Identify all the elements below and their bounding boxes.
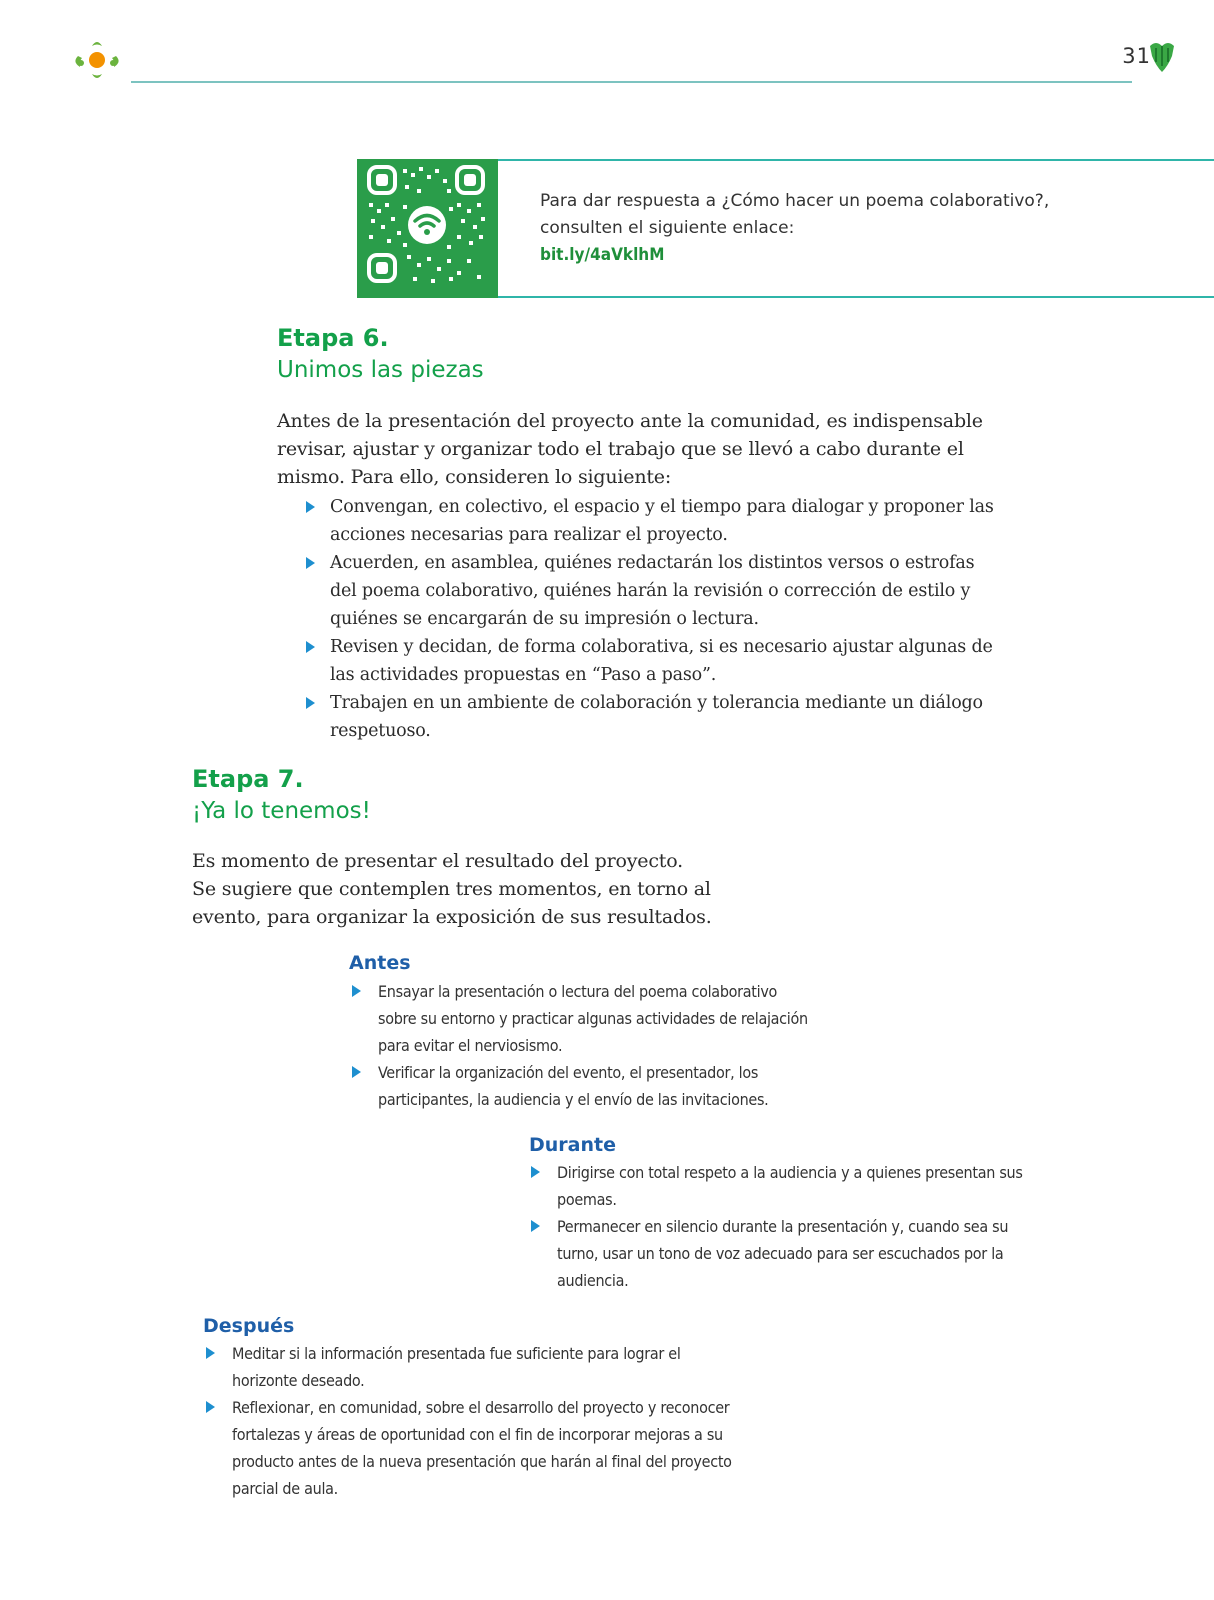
antes-title: Antes (349, 952, 411, 974)
bullet-arrow-icon (531, 1166, 540, 1178)
stage6-subtitle: Unimos las piezas (277, 357, 484, 383)
despues-list (232, 1340, 732, 1502)
wifi-icon (408, 206, 446, 244)
stage7-intro: Es momento de presentar el resultado del proyecto. Se sugiere que contemplen tres momentos, en torno al evento, para organizar la exposición de sus resultados. (192, 850, 712, 928)
stage6-heading (277, 322, 484, 386)
durante-list (557, 1159, 1042, 1294)
bullet-arrow-icon (206, 1401, 215, 1413)
stage6-title: Etapa 6. (277, 324, 389, 352)
list-item: Ensayar la presentación o lectura del poema colaborativo sobre su entorno y practicar algunas actividades de relajación para evitar el nerviosismo. (378, 978, 818, 1059)
project-logo-icon (72, 36, 122, 84)
bullet-arrow-icon (306, 697, 315, 709)
stage7-subtitle: ¡Ya lo tenemos! (192, 798, 371, 824)
qr-link[interactable]: bit.ly/4aVklhM (540, 245, 665, 265)
bullet-arrow-icon (306, 501, 315, 513)
bullet-arrow-icon (531, 1220, 540, 1232)
qr-text-line1: Para dar respuesta a ¿Cómo hacer un poema colaborativo?, (540, 191, 1050, 211)
stage7-title: Etapa 7. (192, 765, 304, 793)
bullet-arrow-icon (352, 985, 361, 997)
list-item: Dirigirse con total respeto a la audiencia y a quienes presentan sus poemas. (557, 1159, 1042, 1213)
list-item: Meditar si la información presentada fue suficiente para lograr el horizonte deseado. (232, 1340, 732, 1394)
stage6-intro: Antes de la presentación del proyecto ante la comunidad, es indispensable revisar, ajustar y organizar todo el trabajo que se llevó a cabo durante el mismo. Para ello, consideren lo siguiente: (277, 410, 983, 488)
qr-description (540, 188, 1120, 269)
list-item: Verificar la organización del evento, el presentador, los participantes, la audiencia y el envío de las invitaciones. (378, 1059, 818, 1113)
bullet-arrow-icon (306, 641, 315, 653)
corner-leaf-icon (1146, 40, 1178, 74)
bullet-arrow-icon (206, 1347, 215, 1359)
list-item: Revisen y decidan, de forma colaborativa, si es necesario ajustar algunas de las actividades propuestas en “Paso a paso”. (330, 633, 1000, 689)
antes-list (378, 978, 818, 1113)
page-number: 31 (1122, 44, 1151, 68)
list-item: Reflexionar, en comunidad, sobre el desarrollo del proyecto y reconocer fortalezas y áreas de oportunidad con el fin de incorporar mejoras a su producto antes de la nueva presentación que harán al final del proyecto parcial de aula. (232, 1394, 732, 1502)
despues-title: Después (203, 1315, 295, 1337)
list-item: Convengan, en colectivo, el espacio y el tiempo para dialogar y proponer las acciones necesarias para realizar el proyecto. (330, 493, 1000, 549)
qr-text-line2: consulten el siguiente enlace: (540, 218, 795, 238)
qr-code-icon[interactable] (357, 159, 498, 298)
bullet-arrow-icon (352, 1066, 361, 1078)
durante-title: Durante (529, 1134, 616, 1156)
list-item: Acuerden, en asamblea, quiénes redactarán los distintos versos o estrofas del poema colaborativo, quiénes harán la revisión o corrección de estilo y quiénes se encargarán de su impresión o lectura. (330, 549, 1000, 633)
stage6-list (330, 493, 1000, 745)
bullet-arrow-icon (306, 557, 315, 569)
stage7-heading (192, 763, 371, 827)
list-item: Trabajen en un ambiente de colaboración y tolerancia mediante un diálogo respetuoso. (330, 689, 1000, 745)
header-divider (131, 81, 1132, 83)
list-item: Permanecer en silencio durante la presentación y, cuando sea su turno, usar un tono de voz adecuado para ser escuchados por la audiencia. (557, 1213, 1042, 1294)
